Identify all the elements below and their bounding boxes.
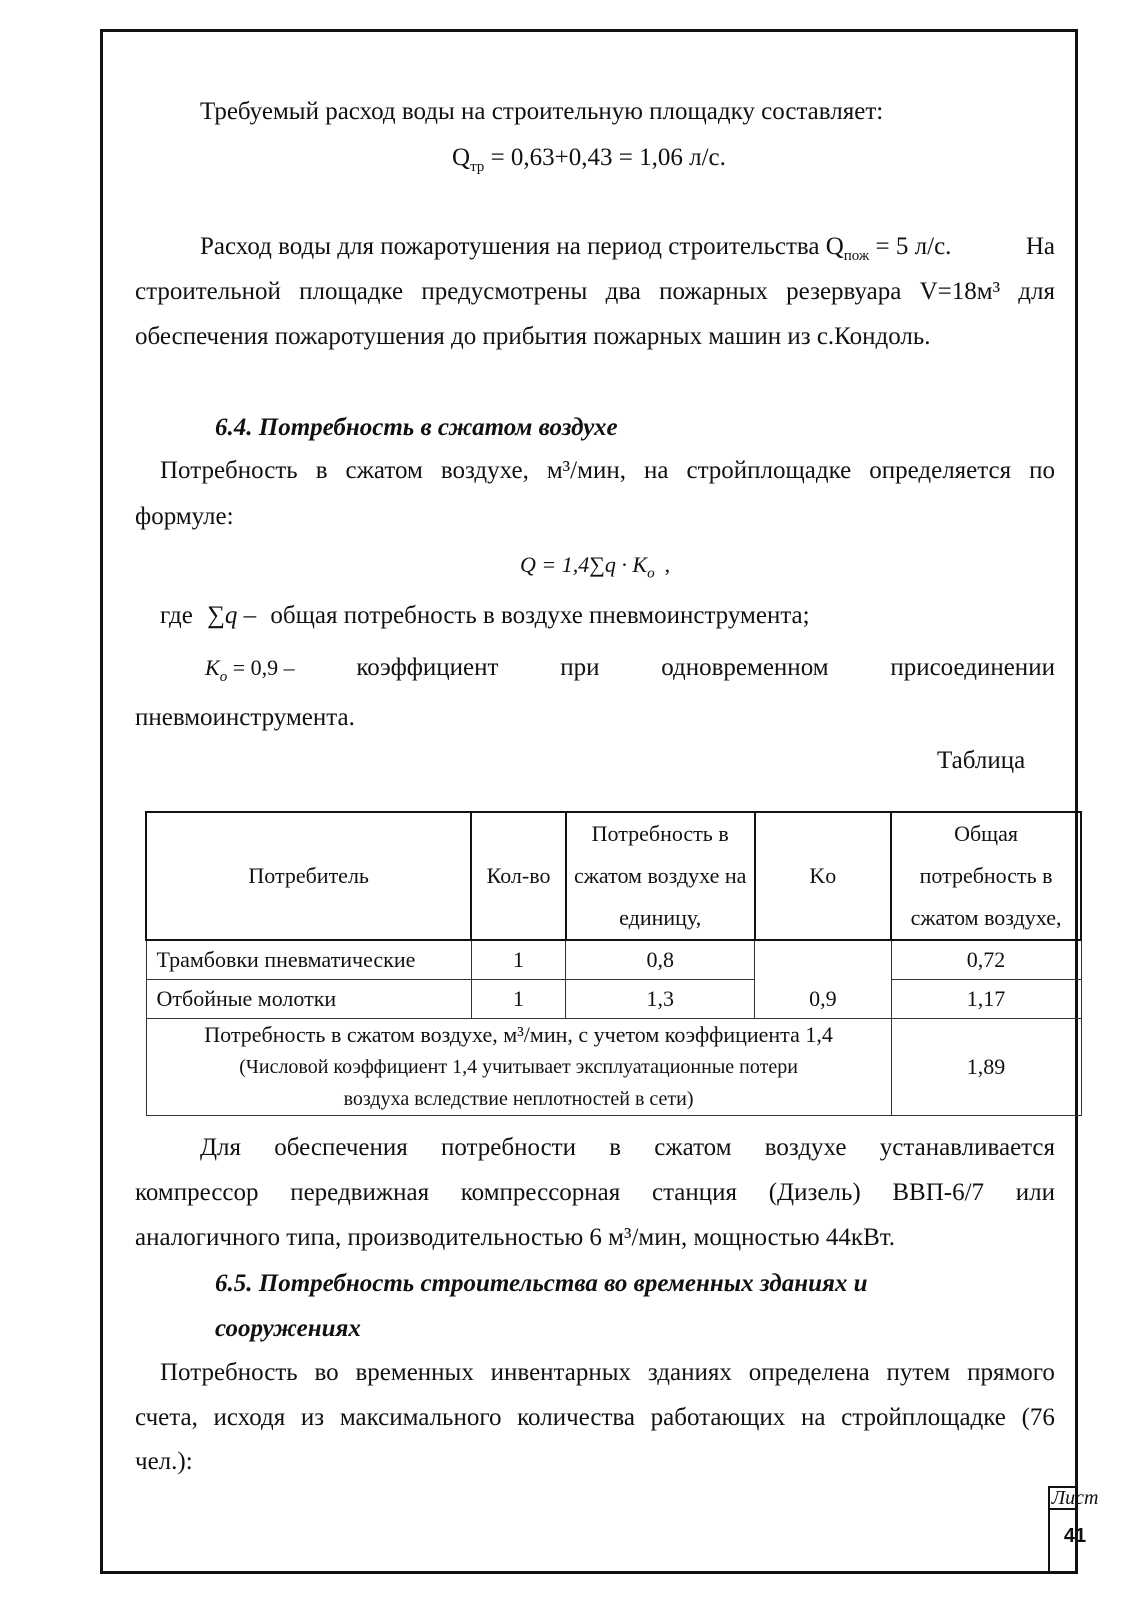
- paragraph-line: компрессор передвижная компрессорная станция (Дизель) ВВП-6/7 или: [135, 1179, 1055, 1206]
- table-cell: 0,8: [566, 940, 755, 980]
- table-caption: Таблица: [937, 747, 1026, 774]
- table-cell: 1: [471, 940, 565, 980]
- where-line: где ∑q – общая потребность в воздухе пневмоинструмента;: [160, 602, 810, 629]
- summary-text: воздуха вследствие неплотностей в сети): [343, 1088, 694, 1110]
- table-header: Потребитель: [146, 812, 471, 940]
- table-header: Кол-во: [471, 812, 565, 940]
- formula-air: $Q = 1,4\sum q \cdot K_o$ ,: [520, 552, 671, 582]
- section-heading: 6.4. Потребность в сжатом воздухе: [215, 414, 618, 441]
- sheet-number: 41: [1063, 1525, 1087, 1547]
- table-header: Общая потребность в сжатом воздухе,: [891, 812, 1081, 940]
- summary-text: (Числовой коэффициент 1,4 учитывает эксплуатационные потери: [239, 1056, 798, 1078]
- paragraph-line: Для обеспечения потребности в сжатом воздухе устанавливается: [200, 1134, 1055, 1161]
- ko-line: $K_o = 0,9$ – коэффициент при одновременном присоединении: [205, 654, 1055, 685]
- table-cell-ko: 0,9: [755, 940, 892, 1019]
- table-cell: Трамбовки пневматические: [146, 940, 471, 980]
- summary-text: Потребность в сжатом воздухе, м³/мин, с учетом коэффициента 1,4: [204, 1022, 833, 1047]
- table-cell: 1,17: [891, 980, 1081, 1019]
- table-cell: 1: [471, 980, 565, 1019]
- table-cell: Отбойные молотки: [146, 980, 471, 1019]
- paragraph-line: Расход воды для пожаротушения на период строительства $Q_{пож} = 5$ л/с. На: [200, 233, 1055, 264]
- paragraph-line: счета, исходя из максимального количества работающих на стройплощадке (76: [135, 1404, 1055, 1431]
- paragraph-line: Потребность в сжатом воздухе, м³/мин, на стройплощадке определяется по: [160, 457, 1055, 484]
- table-header-row: [146, 812, 1081, 940]
- air-demand-table: [145, 811, 1082, 1116]
- table-header: Ko: [755, 812, 892, 940]
- table-row: [146, 940, 1081, 980]
- table-header: Потребность в сжатом воздухе на единицу,: [566, 812, 755, 940]
- table-cell: 0,72: [891, 940, 1081, 980]
- table-summary-row: [146, 1019, 1081, 1116]
- table-row: [146, 980, 1081, 1019]
- paragraph-line: чел.):: [135, 1448, 193, 1475]
- section-heading: сооружениях: [215, 1315, 361, 1342]
- table-cell: 1,3: [566, 980, 755, 1019]
- formula-water: $Q_{тр} = 0,63+0,43 = 1,06$ л/с.: [452, 144, 726, 175]
- summary-value: 1,89: [891, 1019, 1081, 1116]
- paragraph-line: пневмоинструмента.: [135, 704, 355, 731]
- sheet-label: Лист: [1051, 1487, 1099, 1509]
- paragraph-line: формуле:: [135, 503, 234, 530]
- paragraph-line: Потребность во временных инвентарных зданиях определена путем прямого: [160, 1359, 1055, 1386]
- summary-cell: [146, 1019, 891, 1116]
- paragraph-line: обеспечения пожаротушения до прибытия пожарных машин из с.Кондоль.: [135, 323, 931, 350]
- paragraph-line: аналогичного типа, производительностью 6 м³/мин, мощностью 44кВт.: [135, 1224, 896, 1251]
- paragraph-line: строительной площадке предусмотрены два пожарных резервуара V=18м³ для: [135, 278, 1055, 305]
- section-heading: 6.5. Потребность строительства во временных зданиях и: [215, 1270, 868, 1297]
- paragraph-text: Требуемый расход воды на строительную площадку составляет:: [200, 98, 884, 125]
